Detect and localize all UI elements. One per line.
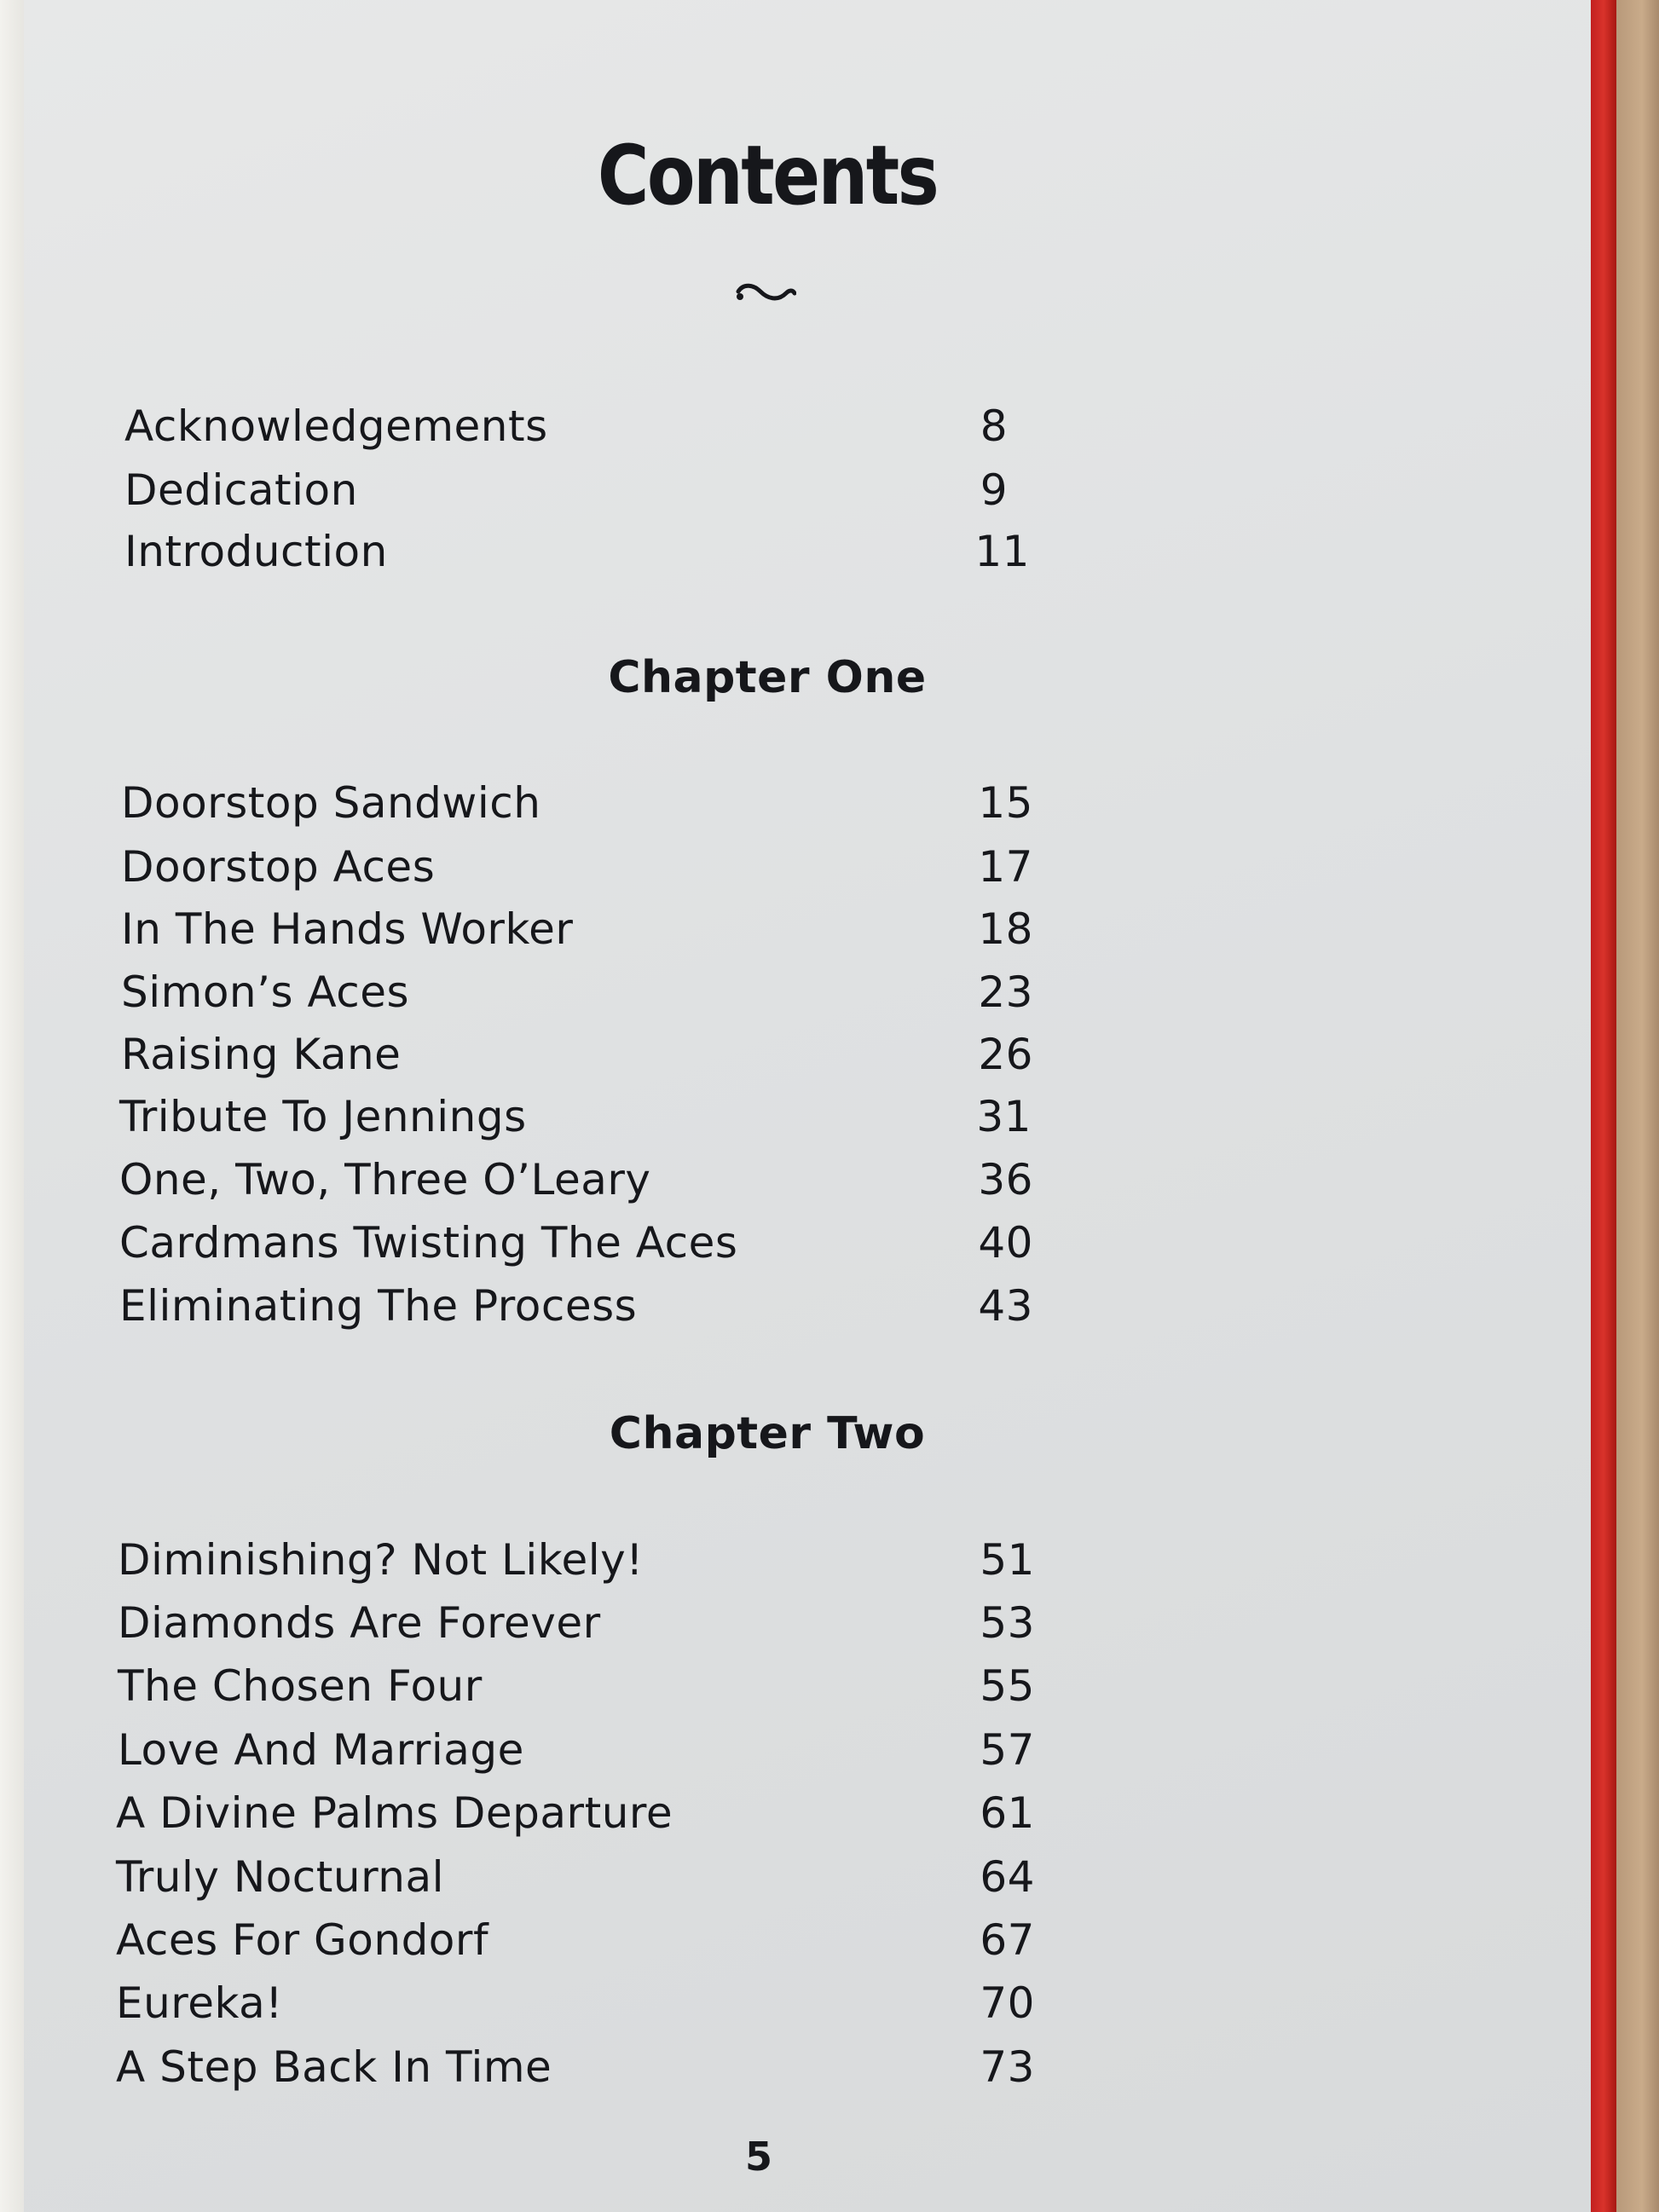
- toc-entry-title: Dedication: [124, 465, 358, 515]
- toc-entry-title: Eureka!: [116, 1978, 283, 2028]
- page-number: 5: [744, 2134, 772, 2180]
- toc-entry[interactable]: [0, 396, 1108, 456]
- toc-entry[interactable]: [0, 962, 1108, 1022]
- toc-entry-page: 8: [980, 401, 1008, 451]
- toc-entry-title: Acknowledgements: [124, 401, 548, 451]
- toc-entry[interactable]: [0, 2037, 1108, 2097]
- toc-entry-page: 18: [978, 904, 1033, 954]
- toc-entry-page: 17: [978, 842, 1033, 892]
- toc-entry[interactable]: [0, 1720, 1108, 1780]
- book-cover-edge: [1591, 0, 1616, 2212]
- toc-entry-page: 73: [980, 2042, 1035, 2092]
- toc-entry[interactable]: [0, 1593, 1108, 1653]
- toc-entry-title: Doorstop Sandwich: [121, 778, 541, 828]
- toc-entry[interactable]: [0, 1847, 1108, 1907]
- toc-entry-page: 40: [978, 1218, 1033, 1268]
- toc-entry[interactable]: [0, 773, 1108, 833]
- toc-entry-title: Love And Marriage: [118, 1725, 524, 1775]
- background-surface: [1616, 0, 1659, 2212]
- toc-entry[interactable]: [0, 1087, 1108, 1146]
- toc-entry-page: 43: [978, 1281, 1033, 1331]
- chapter-heading: Chapter One: [608, 652, 927, 703]
- toc-entry[interactable]: [0, 1656, 1108, 1716]
- toc-entry-title: Eliminating The Process: [119, 1281, 638, 1331]
- toc-entry-title: Raising Kane: [121, 1030, 402, 1079]
- toc-entry[interactable]: [0, 1213, 1108, 1273]
- toc-entry[interactable]: [0, 1025, 1108, 1084]
- toc-entry-page: 15: [978, 778, 1033, 828]
- toc-entry-page: 70: [980, 1978, 1035, 2028]
- toc-entry-page: 23: [978, 967, 1033, 1017]
- toc-entry-title: Diminishing? Not Likely!: [118, 1535, 644, 1585]
- toc-entry-title: Introduction: [124, 527, 388, 576]
- toc-entry[interactable]: [0, 460, 1108, 520]
- toc-entry[interactable]: [0, 1530, 1108, 1590]
- toc-entry-page: 9: [980, 465, 1008, 515]
- toc-entry-page: 53: [980, 1598, 1035, 1648]
- toc-entry[interactable]: [0, 1973, 1108, 2033]
- toc-entry-page: 31: [976, 1092, 1032, 1141]
- toc-entry-title: One, Two, Three O’Leary: [119, 1155, 651, 1204]
- toc-entry-title: A Step Back In Time: [116, 2042, 552, 2092]
- toc-entry[interactable]: [0, 899, 1108, 959]
- toc-entry-page: 55: [980, 1661, 1035, 1711]
- toc-entry-page: 36: [978, 1155, 1033, 1204]
- toc-entry[interactable]: [0, 1783, 1108, 1843]
- toc-entry-page: 57: [980, 1725, 1035, 1775]
- toc-entry[interactable]: [0, 1276, 1108, 1336]
- page-title: Contents: [597, 128, 938, 223]
- toc-entry[interactable]: [0, 1910, 1108, 1970]
- toc-entry[interactable]: [0, 1150, 1108, 1210]
- toc-entry-page: 61: [980, 1788, 1035, 1838]
- toc-entry-title: Tribute To Jennings: [119, 1092, 527, 1141]
- toc-entry-title: Truly Nocturnal: [116, 1852, 444, 1902]
- toc-entry[interactable]: [0, 837, 1108, 897]
- toc-entry-title: Aces For Gondorf: [116, 1915, 489, 1965]
- toc-entry-title: Diamonds Are Forever: [118, 1598, 601, 1648]
- toc-entry-page: 26: [978, 1030, 1033, 1079]
- toc-entry[interactable]: [0, 522, 1108, 581]
- toc-entry-title: A Divine Palms Departure: [116, 1788, 673, 1838]
- chapter-heading: Chapter Two: [609, 1408, 926, 1459]
- tilde-ornament-icon: [735, 281, 796, 307]
- toc-entry-page: 67: [980, 1915, 1035, 1965]
- toc-entry-page: 11: [974, 527, 1030, 576]
- toc-entry-title: Doorstop Aces: [121, 842, 436, 892]
- toc-entry-page: 64: [980, 1852, 1035, 1902]
- toc-entry-title: Simon’s Aces: [121, 967, 410, 1017]
- toc-entry-title: The Chosen Four: [118, 1661, 483, 1711]
- toc-entry-page: 51: [980, 1535, 1035, 1585]
- toc-entry-title: Cardmans Twisting The Aces: [119, 1218, 738, 1268]
- toc-entry-title: In The Hands Worker: [121, 904, 574, 954]
